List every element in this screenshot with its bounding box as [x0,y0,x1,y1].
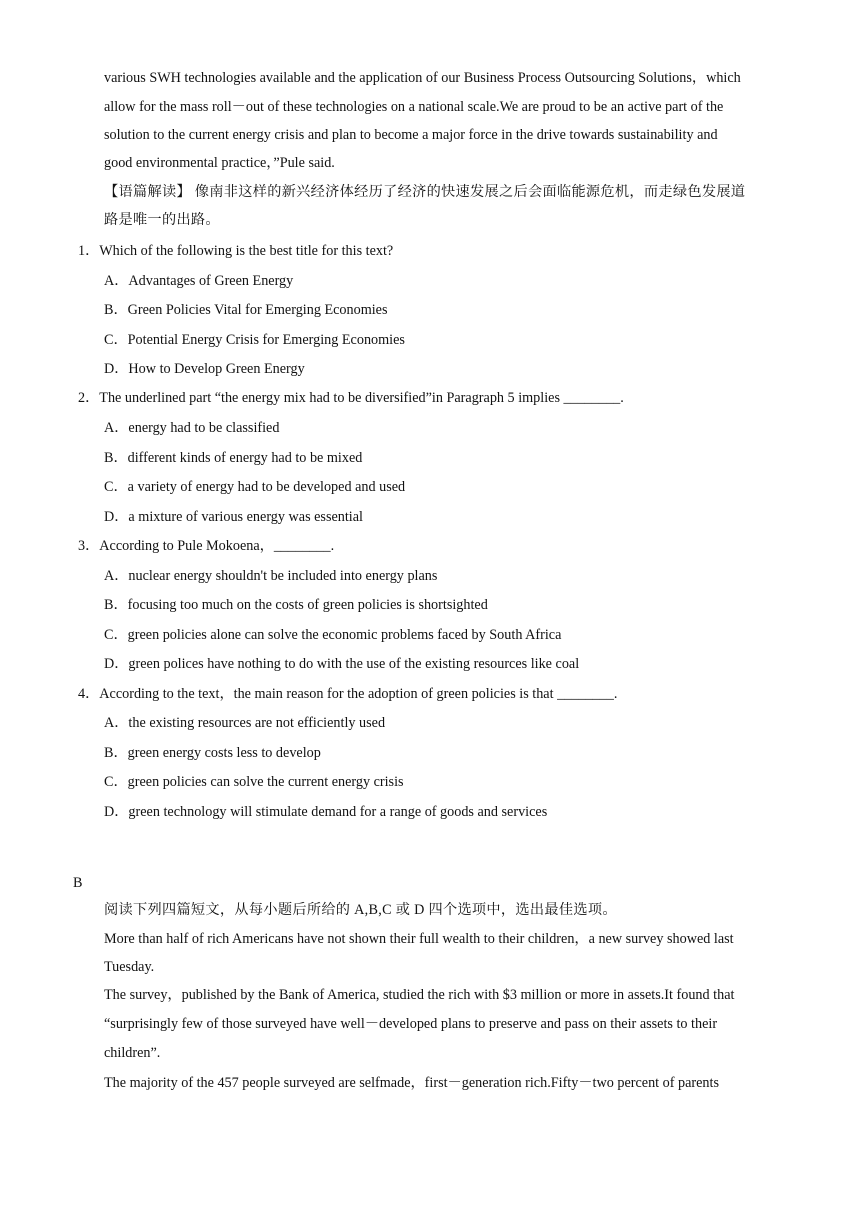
question-option: D．How to Develop Green Energy [104,361,305,377]
question-option: B．focusing too much on the costs of green policies is shortsighted [104,597,488,613]
passage-line: More than half of rich Americans have not shown their full wealth to their children，a new survey showed last [104,931,734,947]
question-option: D．green technology will stimulate demand for a range of goods and services [104,804,548,820]
question-option: C．a variety of energy had to be developed and used [104,479,406,495]
passage-line: children”. [104,1045,161,1061]
question-option: C．green policies alone can solve the economic problems faced by South Africa [104,627,562,643]
question-stem: 4．According to the text，the main reason for the adoption of green policies is that ________. [78,686,618,702]
question-option: D．a mixture of various energy was essential [104,509,363,525]
passage-line: The majority of the 457 people surveyed are selfmade，first－generation rich.Fifty－two percent of parents [104,1075,719,1091]
question-stem: 2．The underlined part “the energy mix had to be diversified”in Paragraph 5 implies ________. [78,390,624,406]
intro-line: various SWH technologies available and the application of our Business Process Outsourcing Solutions，which [104,70,741,86]
intro-line: good environmental practice，”Pule said. [104,155,335,171]
passage-line: Tuesday. [104,959,155,975]
passage-line: “surprisingly few of those surveyed have well－developed plans to preserve and pass on their assets to their [104,1016,718,1032]
intro-line: allow for the mass roll－out of these technologies on a national scale.We are proud to be an active part of the [104,99,724,115]
question-option: A．nuclear energy shouldn't be included into energy plans [104,568,438,584]
question-option: B．different kinds of energy had to be mixed [104,450,363,466]
analysis-line: 路是唯一的出路。 [104,212,220,228]
question-option: C．green policies can solve the current energy crisis [104,774,404,790]
question-option: B．Green Policies Vital for Emerging Economies [104,302,388,318]
question-option: A．energy had to be classified [104,420,280,436]
section-label: B [73,875,83,891]
section-instruction: 阅读下列四篇短文，从每小题后所给的 A,B,C 或 D 四个选项中，选出最佳选项。 [104,902,617,918]
analysis-line: 【语篇解读】 像南非这样的新兴经济体经历了经济的快速发展之后会面临能源危机，而走绿色发展道 [104,184,746,200]
intro-line: solution to the current energy crisis and plan to become a major force in the drive towards sustainability and [104,127,718,143]
passage-line: The survey，published by the Bank of America, studied the rich with $3 million or more in assets.It found that [104,987,735,1003]
question-option: C．Potential Energy Crisis for Emerging Economies [104,332,405,348]
question-stem: 3．According to Pule Mokoena，________. [78,538,335,554]
question-option: B．green energy costs less to develop [104,745,321,761]
question-option: A．the existing resources are not efficiently used [104,715,386,731]
question-stem: 1．Which of the following is the best title for this text? [78,243,394,259]
question-option: A．Advantages of Green Energy [104,273,294,289]
question-option: D．green polices have nothing to do with the use of the existing resources like coal [104,656,580,672]
